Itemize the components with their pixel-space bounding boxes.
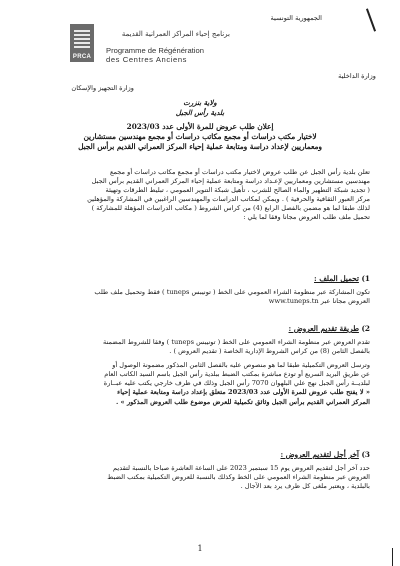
intro-line: مهندسين مستشارين ومعماريين لإعـداد دراسة ومتابعة عملية إحياء المركز العمراني القديم برأس الجبل bbox=[91, 177, 370, 186]
section-line: تكون المشاركة عبر منظومة الشراء العمومي على الخط ( تونيبس tuneps ) فقط وتحميل ملف طلب bbox=[94, 288, 370, 296]
notice-title-line3: ومعماريين لإعداد دراسة ومتابعة عملية إحياء المركز العمراني القديم برأس الجبل bbox=[78, 142, 322, 151]
ministry-equipment-label: وزارة التجهيز والإسكان bbox=[71, 84, 134, 92]
section-number: 1) bbox=[361, 274, 370, 283]
logo-text: PRCA bbox=[72, 54, 92, 60]
section-line: العروض عبر منظومة الشراء العمومي على الخط وكذلك بالنسبة للعروض التكميلية بمكتب الضبط bbox=[107, 473, 370, 482]
program-title-fr-line1: Programme de Régénération bbox=[106, 46, 204, 55]
section-line: حدد آخر أجل لتقديم العروض يوم 15 سبتمبر 2023 على الساعة العاشرة صباحا بالنسبة لتقديم bbox=[113, 464, 370, 472]
governorate-label: ولاية بنزرت bbox=[183, 98, 217, 107]
section-line: العروض مجانا عبر www.tuneps.tn bbox=[268, 297, 370, 306]
intro-line: ( تجديد شبكة التطهير والماء الصالح للشرب ، تأهيل شبكة التنوير العمومي ، تبليط الطرقات وتهيئة bbox=[105, 186, 370, 195]
notice-title-line2: لاختيار مكتب دراسات أو مجمع مكاتب دراسات أو مجمع مهندسين مستشارين bbox=[83, 132, 317, 141]
municipality-label: بلدية رأس الجبل bbox=[175, 108, 225, 117]
program-title-fr bbox=[106, 46, 226, 64]
section-line: بالبلدية ، ويعتبر ملغى كل ظرف يرد بعد الآجال . bbox=[240, 482, 370, 491]
section-heading bbox=[30, 324, 370, 334]
section-number: 3) bbox=[361, 450, 370, 459]
logo-lines-icon bbox=[74, 30, 90, 32]
section-line: المركز العمراني القديم برأس الجبل وثائق تكميلية للعرض موضوع طلب العروض المذكور » . bbox=[115, 397, 370, 406]
notice-title bbox=[24, 122, 376, 152]
section-line: لبلديــة رأس الجبل نهج علي البلهوان 7070 رأس الجبل وذلك في ظرف خارجي يكتب عليه عبــارة bbox=[103, 379, 370, 388]
program-title-fr-line2: des Centres Anciens bbox=[106, 55, 188, 64]
section-line: « لا يفتح طلب عروض للمرة الأولى عدد 2023/03 متعلق بإعداد دراسة ومتابعة عملية إحياء bbox=[117, 388, 370, 397]
page-number: 1 bbox=[197, 544, 203, 553]
section-heading bbox=[30, 274, 370, 284]
handwritten-slash-mark bbox=[366, 8, 376, 31]
program-title-ar: برنامج إحياء المراكز العمرانية القديمة bbox=[121, 30, 230, 38]
section-title: آخر أجل لتقديم العروض : bbox=[280, 450, 359, 459]
prca-logo bbox=[70, 24, 94, 62]
intro-paragraph bbox=[30, 168, 370, 223]
intro-line: لذلك طبقا لما هو مضمن بالفصل الرابع (4) من كراس الشروط ( مكاتب الدراسات المؤهلة للمشاركة ) bbox=[91, 204, 370, 213]
margin-mark bbox=[392, 548, 393, 566]
intro-line: تحميل ملف طلب العروض مجانا وفقا لما يلي : bbox=[243, 213, 370, 222]
section-line: تقدم العروض عبر منظومة الشراء العمومي على الخط ( تونيبس tuneps ) وفقا للشروط المضمنة bbox=[102, 338, 370, 346]
ministry-interior-label: وزارة الداخلية bbox=[338, 72, 376, 80]
section-line: عن طريق البريد السريع أو تودع مباشرة بمكتب الضبط ببلدية رأس الجبل باسم السيد الكاتب العام bbox=[104, 370, 370, 379]
section-title: طريقة تقديم العروض : bbox=[288, 324, 359, 333]
section-title: تحميل الملف : bbox=[314, 274, 359, 283]
section-deadline bbox=[30, 450, 370, 491]
section-number: 2) bbox=[361, 324, 370, 333]
republic-label: الجمهورية التونسية bbox=[270, 14, 322, 22]
section-download bbox=[30, 274, 370, 306]
intro-line: تعلن بلدية رأس الجبل عن طلب عروض لاختيار مكتب دراسات أو مجمع مكاتب دراسات أو مجمع bbox=[109, 168, 370, 176]
notice-title-line1: إعلان طلب عروض للمرة الأولى عدد 2023/03 bbox=[126, 122, 274, 131]
section-line: وترسل العروض التكميلية طبقا لما هو منصوص عليه بالفصل الثامن المذكور مضمونة الوصول أو bbox=[112, 361, 370, 370]
section-submission bbox=[30, 324, 370, 407]
section-heading bbox=[30, 450, 370, 460]
intro-line: مركز العبور الثقافية والحرفية ) . ويمكن لمكاتب الدراسات والمهندسين الراغبين في المشاركة والمؤهلين bbox=[87, 195, 370, 204]
section-line: بالفصل الثامن (8) من كراس الشروط الإدارية الخاصة ( تقديم العروض ) . bbox=[169, 347, 370, 356]
